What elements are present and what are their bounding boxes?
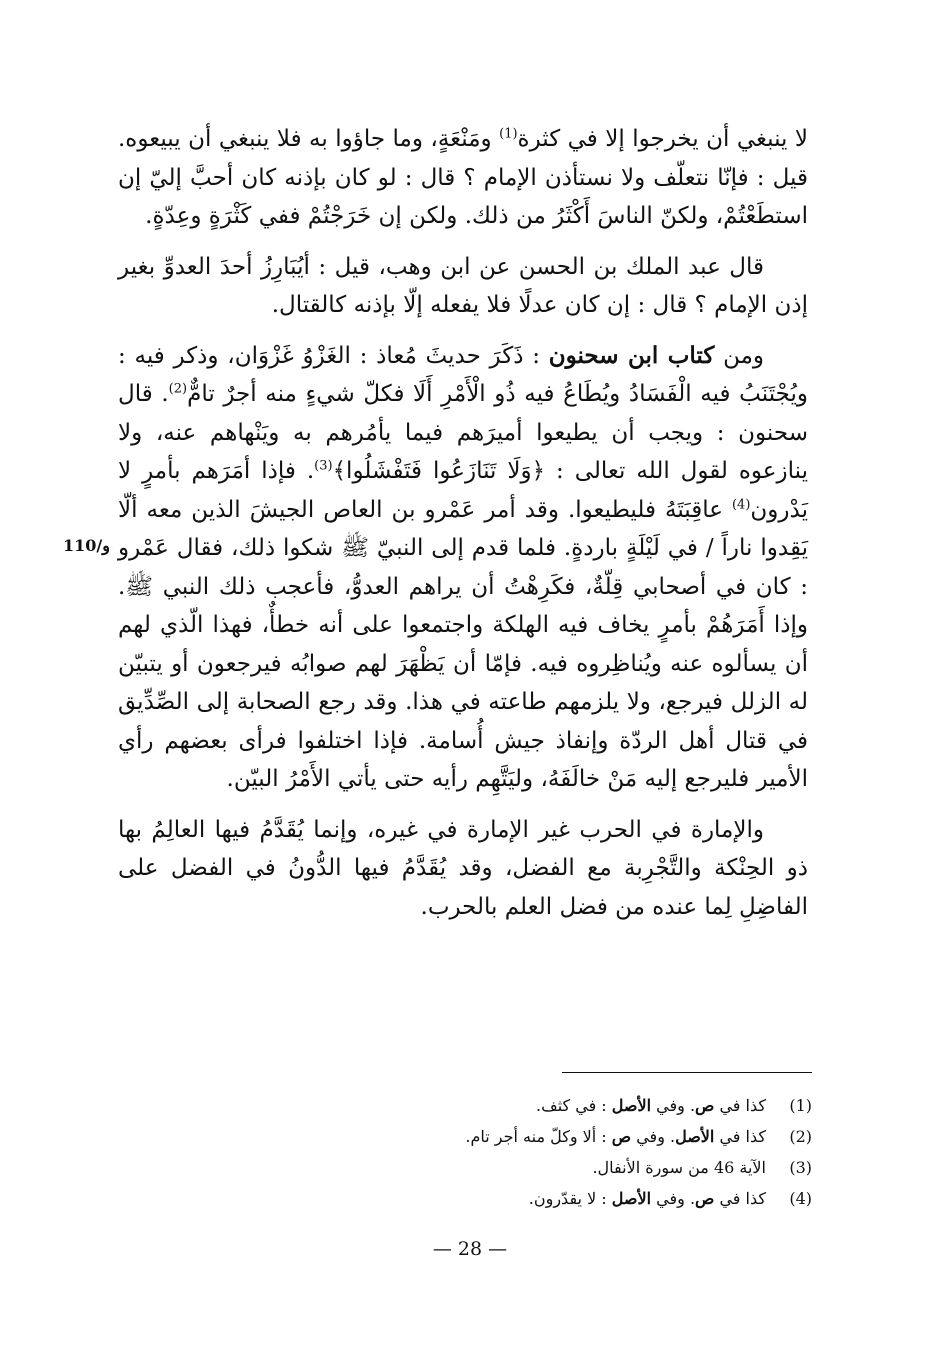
- footnote-number: (2): [789, 1127, 812, 1146]
- text-run: . قال سحنون : ويجب أن يطيعوا أميرَهم فيما يأمُرهم به ويَنْهاهم عنه، ولا ينازعوه لقول الله تعالى : ﴿وَلَا تَنَازَعُوا فَتَفْشَلُوا﴾: [118, 381, 808, 484]
- footnote-separator: [562, 1072, 812, 1073]
- footnote-reference: (3): [314, 458, 333, 474]
- text-run: : ألا وكلّ منه أجر تام.: [465, 1127, 612, 1146]
- footnote-reference: (4): [731, 496, 751, 512]
- footnotes: [300, 1090, 812, 1214]
- text-run: : في كثف.: [536, 1096, 612, 1115]
- text-run: لا ينبغي أن يخرجوا إلا في كثرة: [517, 126, 809, 152]
- footnote-text: [300, 1152, 766, 1183]
- manuscript-siglum: الأصل: [611, 1096, 652, 1115]
- text-run: ومن: [714, 342, 765, 369]
- text-run: . فإذا أمَرَهم بأمرٍ لا يَدْرون: [118, 458, 808, 523]
- paragraph: [118, 811, 808, 927]
- text-run: والإمارة في الحرب غير الإمارة في غيره، وإنما يُقَدَّمُ فيها العالِمُ بها ذو الحِنْكة والتَّجْرِبة مع الفضل، وقد يُقَدَّمُ فيها الدُّونُ في الفضل على الفاضِلِ لِما عنده من فضل العلم بالحرب.: [118, 816, 808, 920]
- text-run: : ذَكَرَ حديثَ مُعاذ : الغَزْوُ غَزْوَان، وذكر فيه : ويُجْتَنَبُ فيه الْفَسَادُ ويُطَاعُ فيه ذُو الْأَمْرِ أَلَا فكلّ شيءٍ منه أجرٌ تامٌّ: [118, 342, 808, 407]
- page-number: — 28 —: [432, 1238, 508, 1260]
- manuscript-siglum: ص: [611, 1127, 632, 1146]
- text-run: : لا يقدّرون.: [528, 1189, 612, 1208]
- text-run: ومَنْعَةٍ، وما جاؤوا به فلا ينبغي أن يبيعوه. قيل : فإنّا نتعلّف ولا نستأذن الإمام ؟ قال : لو كان بإذنه كان أحبَّ إليّ إن استطَعْتُمْ، ولكنّ الناسَ أَكْثَرُ من ذلك. ولكن إن خَرَجْتُمْ ففي كَثْرَةٍ وعِدّةٍ.: [118, 126, 808, 229]
- manuscript-folio-marker: 110/و: [63, 536, 110, 555]
- text-run: كذا في: [714, 1189, 766, 1208]
- footnote: [300, 1183, 812, 1214]
- text-run: . وفي: [631, 1127, 676, 1146]
- paragraph: [118, 248, 808, 325]
- footnote-reference: (2): [168, 381, 188, 397]
- footnote-text: [300, 1121, 766, 1152]
- text-run: عاقِبَتَهُ فليطيعوا. وقد أمر عَمْرو بن العاص الجيشَ الذين معه ألّا يَقِدوا ناراً / في لَيْلَةٍ باردةٍ. فلما قدم إلى النبيّ ﷺ شكوا ذلك، فقال عَمْرو : كان في أصحابي قِلّةٌ، فكَرِهْتُ أن يراهم العدوُّ، فأعجب ذلك النبي ﷺ. وإذا أَمَرَهُمْ بأمرٍ يخاف فيه الهلكة واجتمعوا على أنه خطأٌ، فهذا الّذي لهم أن يسألوه عنه ويُناظِروه فيه. فإمّا أن يَظْهَرَ لهم صوابُه فيرجعون أو يتبيّن له الزلل فيرجع، ولا يلزمهم طاعته في هذا. وقد رجع الصحابة إلى الصِّدِّيق في قتال أهل الردّة وإنفاذ جيش أُسامة. فإذا اختلفوا فرأى بعضهم رأي الأمير فليرجع إليه مَنْ خالَفَهُ، وليَتَّهِم رأيه حتى يأتي الأَمْرُ البيّن.: [118, 496, 808, 792]
- footnote-number: (4): [789, 1189, 812, 1208]
- manuscript-siglum: الأصل: [611, 1189, 652, 1208]
- text-run: . وفي: [651, 1096, 696, 1115]
- paragraph: [118, 337, 808, 799]
- main-text: [118, 120, 808, 938]
- footnote: [300, 1121, 812, 1152]
- footnote: [300, 1090, 812, 1121]
- footnote-number: (3): [789, 1158, 812, 1177]
- footnote: [300, 1152, 812, 1183]
- text-run: كذا في: [714, 1096, 766, 1115]
- manuscript-siglum: الأصل: [675, 1127, 715, 1146]
- source-title: كتاب ابن سحنون: [548, 341, 715, 369]
- text-run: قال عبد الملك بن الحسن عن ابن وهب، قيل : أيُبَارِزُ أحدَ العدوِّ بغير إذن الإمام ؟ قال : إن كان عدلًا فلا يفعله إلّا بإذنه كالقتال.: [118, 253, 808, 318]
- text-run: . وفي: [651, 1189, 696, 1208]
- paragraph: [118, 120, 808, 236]
- manuscript-siglum: ص: [695, 1096, 715, 1115]
- footnote-text: [300, 1090, 766, 1121]
- text-run: كذا في: [714, 1127, 766, 1146]
- manuscript-siglum: ص: [695, 1189, 715, 1208]
- footnote-reference: (1): [499, 126, 518, 142]
- footnote-text: [300, 1183, 766, 1214]
- footnote-number: (1): [789, 1096, 812, 1115]
- text-run: الآية 46 من سورة الأنفال.: [592, 1158, 766, 1177]
